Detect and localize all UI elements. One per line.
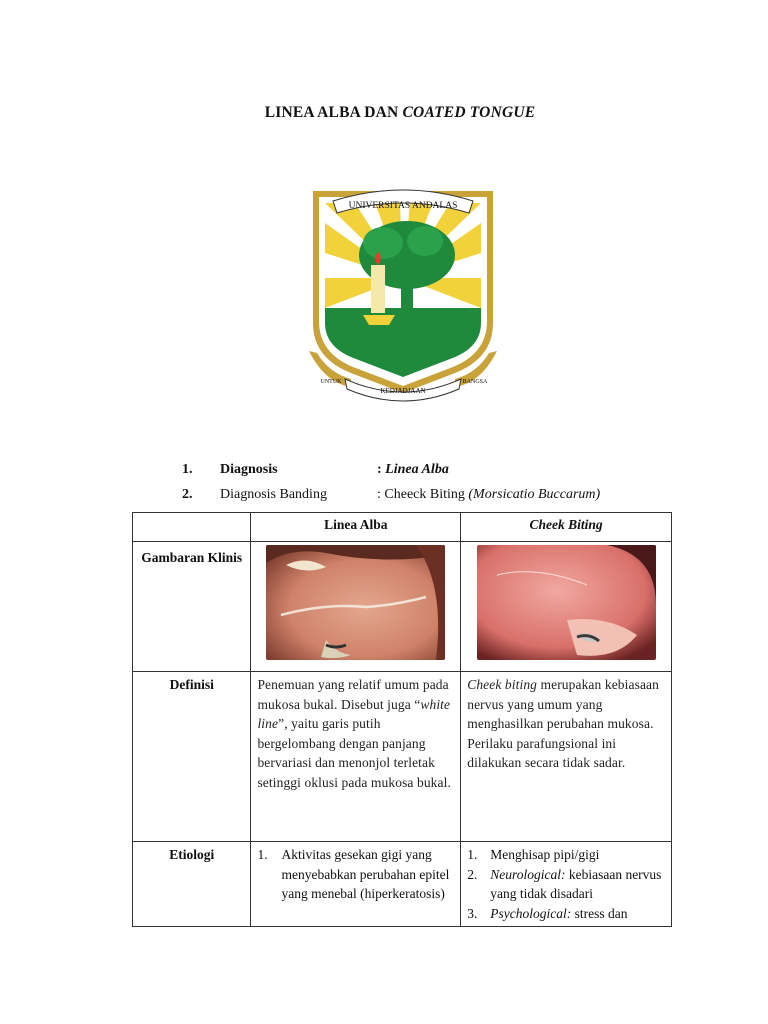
list-item: [467, 845, 665, 865]
list-item: [467, 865, 665, 904]
item-number: 2.: [182, 487, 193, 502]
title-text: LINEA ALBA DAN: [264, 104, 403, 121]
definisi-text: Penemuan yang relatif umum pada mukosa bukal. Disebut juga “: [257, 677, 449, 712]
table-row: [133, 842, 672, 927]
item-number: 1.: [182, 462, 193, 477]
item-value-italic: (Morsicatio Buccarum): [468, 487, 601, 502]
list-number: 1.: [257, 847, 268, 862]
linea-alba-photo: [266, 545, 445, 660]
etiologi-cheek-biting: [461, 842, 672, 927]
table-row: [133, 672, 672, 842]
etiologi-list: [467, 845, 665, 923]
list-number: 2.: [467, 866, 478, 882]
document-title: [0, 104, 768, 122]
definisi-text: merupakan kebiasaan nervus yang umum yang menghasilkan perubahan mukosa. Perilaku parafungsional ini dilakukan secara tidak sadar.: [467, 677, 659, 770]
svg-text:BANGSA: BANGSA: [462, 379, 488, 385]
header-cheek-biting: [461, 513, 672, 542]
table-header-row: [133, 513, 672, 542]
cheek-biting-photo: [477, 545, 656, 660]
title-italic-text: COATED TONGUE: [402, 104, 536, 121]
university-logo-icon: [305, 183, 501, 405]
list-number: 1.: [467, 847, 478, 862]
header-linea-alba: Linea Alba: [251, 513, 461, 542]
list-item: [257, 845, 454, 904]
list-item: [467, 904, 665, 924]
item-label: Diagnosis: [220, 462, 278, 477]
list-italic-text: Neurological:: [490, 866, 566, 882]
svg-text:UNIVERSITAS ANDALAS: UNIVERSITAS ANDALAS: [348, 201, 458, 211]
row-label-definisi: Definisi: [133, 672, 251, 842]
definisi-italic-text: white line: [257, 696, 451, 731]
list-number: 3.: [467, 905, 478, 921]
cheek-biting-photo-cell: [461, 542, 672, 672]
list-italic-text: Psychological:: [490, 905, 572, 921]
definisi-linea-alba: [251, 672, 461, 842]
list-text: Aktivitas gesekan gigi yang menyebabkan perubahan epitel yang menebal (hiperkeratosis): [281, 847, 450, 901]
item-label: Diagnosis Banding: [220, 487, 327, 502]
definisi-cheek-biting: [461, 672, 672, 842]
comparison-table: [132, 512, 672, 927]
etiologi-linea-alba: [251, 842, 461, 927]
item-separator: :: [377, 487, 385, 502]
item-value: Cheeck Biting: [384, 487, 469, 502]
item-value: Linea Alba: [385, 462, 449, 477]
header-empty-cell: [133, 513, 251, 542]
list-text: kebiasaan nervus yang tidak disadari: [490, 866, 662, 901]
definisi-italic-text: Cheek biting: [467, 677, 538, 692]
svg-text:UNTUK: UNTUK: [320, 379, 342, 385]
etiologi-list: [257, 845, 454, 904]
linea-alba-photo-cell: [251, 542, 461, 672]
row-label-gambaran: Gambaran Klinis: [133, 542, 251, 672]
list-text: Menghisap pipi/gigi: [490, 847, 600, 862]
table-row: [133, 542, 672, 672]
header-cheek-biting-text: Cheek Biting: [529, 517, 603, 532]
list-text: stress dan: [571, 905, 628, 921]
item-separator: :: [377, 462, 386, 477]
definisi-text: ”, yaitu garis putih bergelombang dengan panjang bervariasi dan menonjol terletak setinggi oklusi pada mukosa bukal.: [257, 716, 451, 790]
row-label-etiologi: Etiologi: [133, 842, 251, 927]
svg-text:KEDJADJAAN: KEDJADJAAN: [380, 387, 426, 395]
